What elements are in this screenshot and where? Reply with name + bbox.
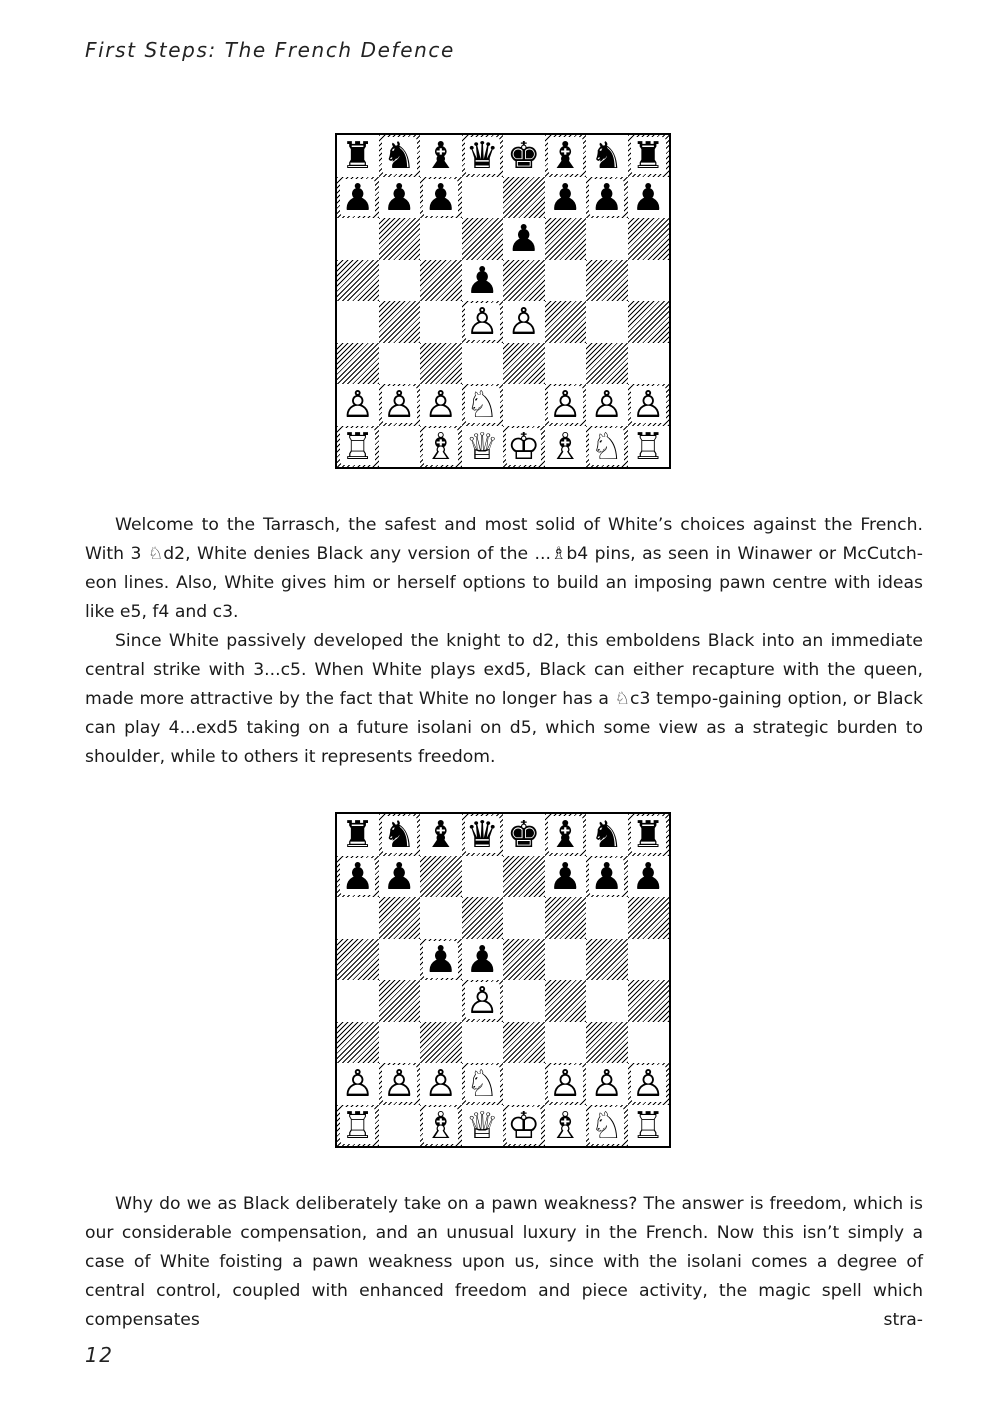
board-square bbox=[337, 218, 379, 260]
board-square bbox=[337, 260, 379, 302]
board-square bbox=[379, 260, 421, 302]
board-square bbox=[337, 1022, 379, 1064]
black-bishop-icon: ♝ bbox=[548, 814, 582, 856]
white-pawn-icon: ♙ bbox=[382, 384, 416, 426]
black-pawn-icon: ♟ bbox=[424, 176, 458, 218]
board-square bbox=[379, 897, 421, 939]
board-square bbox=[628, 1105, 670, 1147]
white-bishop-icon: ♗ bbox=[424, 1104, 458, 1146]
black-king-icon: ♚ bbox=[507, 814, 541, 856]
board-square bbox=[420, 218, 462, 260]
white-pawn-icon: ♙ bbox=[382, 1063, 416, 1105]
white-rook-icon: ♖ bbox=[631, 1104, 665, 1146]
white-queen-icon: ♕ bbox=[465, 1104, 499, 1146]
board-square bbox=[462, 980, 504, 1022]
board-square bbox=[420, 814, 462, 856]
white-rook-icon: ♖ bbox=[341, 425, 375, 467]
board-square bbox=[462, 218, 504, 260]
board-square bbox=[379, 980, 421, 1022]
board-square bbox=[337, 980, 379, 1022]
board-square bbox=[628, 980, 670, 1022]
body-text-1 bbox=[85, 511, 923, 772]
chess-diagram-1 bbox=[335, 133, 671, 469]
chess-diagram-2 bbox=[335, 812, 671, 1148]
black-pawn-icon: ♟ bbox=[341, 855, 375, 897]
board-square bbox=[337, 426, 379, 468]
white-pawn-icon: ♙ bbox=[548, 1063, 582, 1105]
board-square bbox=[462, 301, 504, 343]
board-square bbox=[503, 426, 545, 468]
board-square bbox=[503, 1022, 545, 1064]
black-bishop-icon: ♝ bbox=[548, 135, 582, 177]
white-pawn-icon: ♙ bbox=[590, 384, 624, 426]
white-rook-icon: ♖ bbox=[631, 425, 665, 467]
board-square bbox=[628, 135, 670, 177]
board-square bbox=[503, 897, 545, 939]
paragraph: Since White passively developed the knight to d2, this emboldens Black into an immediate central strike with 3...c5. When White plays exd5, Black can either recapture with the queen, made more attractive by the fact that White no longer has a ♘c3 tempo-gaining option, or Black can play 4...exd5 taking on a future isolani on d5, which some view as a strategic burden to shoulder, while to others it represents freedom. bbox=[85, 631, 923, 767]
board-square bbox=[545, 1105, 587, 1147]
board-square bbox=[462, 856, 504, 898]
board-square bbox=[462, 939, 504, 981]
black-pawn-icon: ♟ bbox=[631, 855, 665, 897]
black-rook-icon: ♜ bbox=[341, 814, 375, 856]
black-pawn-icon: ♟ bbox=[590, 855, 624, 897]
board-square bbox=[503, 384, 545, 426]
board-square bbox=[545, 897, 587, 939]
board-square bbox=[420, 426, 462, 468]
board-square bbox=[545, 856, 587, 898]
board-square bbox=[545, 260, 587, 302]
black-pawn-icon: ♟ bbox=[382, 855, 416, 897]
board-square bbox=[337, 177, 379, 219]
board-square bbox=[545, 343, 587, 385]
black-knight-icon: ♞ bbox=[382, 135, 416, 177]
board-square bbox=[503, 1105, 545, 1147]
black-queen-icon: ♛ bbox=[465, 814, 499, 856]
board-square bbox=[462, 1105, 504, 1147]
page-number: 12 bbox=[85, 1343, 114, 1367]
board-square bbox=[628, 260, 670, 302]
black-pawn-icon: ♟ bbox=[465, 259, 499, 301]
board-square bbox=[337, 1063, 379, 1105]
board-square bbox=[503, 301, 545, 343]
board-square bbox=[420, 260, 462, 302]
board-square bbox=[337, 856, 379, 898]
board-square bbox=[462, 260, 504, 302]
white-bishop-icon: ♗ bbox=[424, 425, 458, 467]
board-square bbox=[462, 1022, 504, 1064]
board-square bbox=[586, 1105, 628, 1147]
board-square bbox=[628, 426, 670, 468]
paragraph: Welcome to the Tarrasch, the safest and most solid of White’s choices against the French. With 3 ♘d2, White denies Black any version of the ...♗b4 pins, as seen in Winawer or McCutcheon lines. Also, White gives him or herself options to build an imposing pawn centre with ideas like e5, f4 and c3. bbox=[85, 515, 923, 622]
board-square bbox=[462, 343, 504, 385]
board-square bbox=[628, 939, 670, 981]
board-square bbox=[503, 260, 545, 302]
white-bishop-icon: ♗ bbox=[548, 425, 582, 467]
black-rook-icon: ♜ bbox=[341, 135, 375, 177]
black-pawn-icon: ♟ bbox=[424, 938, 458, 980]
board-square bbox=[503, 135, 545, 177]
white-king-icon: ♔ bbox=[507, 425, 541, 467]
board-square bbox=[337, 897, 379, 939]
white-pawn-icon: ♙ bbox=[465, 301, 499, 343]
black-knight-icon: ♞ bbox=[590, 135, 624, 177]
black-knight-icon: ♞ bbox=[590, 814, 624, 856]
board-square bbox=[628, 301, 670, 343]
black-bishop-icon: ♝ bbox=[424, 135, 458, 177]
board-square bbox=[586, 426, 628, 468]
board-square bbox=[503, 856, 545, 898]
board-square bbox=[545, 218, 587, 260]
board-square bbox=[420, 384, 462, 426]
board-square bbox=[379, 426, 421, 468]
board-square bbox=[586, 301, 628, 343]
board-square bbox=[420, 939, 462, 981]
white-pawn-icon: ♙ bbox=[341, 384, 375, 426]
board-square bbox=[420, 897, 462, 939]
board-square bbox=[503, 1063, 545, 1105]
board-square bbox=[379, 814, 421, 856]
board-square bbox=[337, 301, 379, 343]
board-square bbox=[462, 177, 504, 219]
board-square bbox=[628, 177, 670, 219]
black-pawn-icon: ♟ bbox=[465, 938, 499, 980]
board-square bbox=[586, 260, 628, 302]
board-square bbox=[503, 343, 545, 385]
board-square bbox=[503, 177, 545, 219]
board-square bbox=[628, 856, 670, 898]
board-square bbox=[420, 1105, 462, 1147]
white-rook-icon: ♖ bbox=[341, 1104, 375, 1146]
board-square bbox=[586, 218, 628, 260]
board-square bbox=[379, 343, 421, 385]
white-pawn-icon: ♙ bbox=[465, 980, 499, 1022]
board-square bbox=[545, 814, 587, 856]
board-square bbox=[337, 814, 379, 856]
black-pawn-icon: ♟ bbox=[548, 855, 582, 897]
white-knight-icon: ♘ bbox=[465, 1063, 499, 1105]
board-square bbox=[462, 135, 504, 177]
board-square bbox=[337, 1105, 379, 1147]
black-rook-icon: ♜ bbox=[631, 135, 665, 177]
board-square bbox=[586, 939, 628, 981]
white-knight-icon: ♘ bbox=[590, 425, 624, 467]
board-square bbox=[586, 1022, 628, 1064]
board-square bbox=[628, 218, 670, 260]
black-knight-icon: ♞ bbox=[382, 814, 416, 856]
board-square bbox=[545, 1063, 587, 1105]
board-square bbox=[379, 384, 421, 426]
board-square bbox=[545, 939, 587, 981]
white-pawn-icon: ♙ bbox=[341, 1063, 375, 1105]
paragraph: Why do we as Black deliberately take on a pawn weakness? The answer is freedom, which is our considerable compensation, and an unusual luxury in the French. Now this isn’t simply a case of White foisting a pawn weakness upon us, since with the isolani comes a degree of central control, coupled with enhanced freedom and piece activity, the magic spell which compensates stra- bbox=[85, 1194, 923, 1330]
board-square bbox=[337, 384, 379, 426]
board-square bbox=[586, 1063, 628, 1105]
white-knight-icon: ♘ bbox=[590, 1104, 624, 1146]
board-square bbox=[628, 814, 670, 856]
board-square bbox=[420, 177, 462, 219]
board-square bbox=[337, 939, 379, 981]
black-pawn-icon: ♟ bbox=[548, 176, 582, 218]
white-pawn-icon: ♙ bbox=[424, 384, 458, 426]
board-square bbox=[379, 177, 421, 219]
board-square bbox=[545, 135, 587, 177]
white-pawn-icon: ♙ bbox=[507, 301, 541, 343]
body-text-2 bbox=[85, 1190, 923, 1335]
black-pawn-icon: ♟ bbox=[507, 218, 541, 260]
black-rook-icon: ♜ bbox=[631, 814, 665, 856]
board-square bbox=[628, 897, 670, 939]
board-square bbox=[420, 135, 462, 177]
board-square bbox=[503, 814, 545, 856]
board-square bbox=[586, 135, 628, 177]
white-pawn-icon: ♙ bbox=[424, 1063, 458, 1105]
board-square bbox=[586, 856, 628, 898]
board-square bbox=[503, 218, 545, 260]
board-square bbox=[420, 856, 462, 898]
board-square bbox=[337, 135, 379, 177]
board-square bbox=[628, 1022, 670, 1064]
board-square bbox=[462, 426, 504, 468]
board-square bbox=[503, 980, 545, 1022]
board-square bbox=[379, 1063, 421, 1105]
board-square bbox=[545, 980, 587, 1022]
board-square bbox=[462, 384, 504, 426]
board-square bbox=[462, 814, 504, 856]
board-square bbox=[462, 1063, 504, 1105]
board-square bbox=[337, 343, 379, 385]
black-pawn-icon: ♟ bbox=[382, 176, 416, 218]
board-square bbox=[586, 343, 628, 385]
black-pawn-icon: ♟ bbox=[590, 176, 624, 218]
white-pawn-icon: ♙ bbox=[548, 384, 582, 426]
black-bishop-icon: ♝ bbox=[424, 814, 458, 856]
board-square bbox=[545, 301, 587, 343]
board-square bbox=[545, 177, 587, 219]
black-queen-icon: ♛ bbox=[465, 135, 499, 177]
board-square bbox=[420, 1063, 462, 1105]
board-square bbox=[503, 939, 545, 981]
board-square bbox=[545, 426, 587, 468]
board-square bbox=[586, 177, 628, 219]
board-square bbox=[379, 1105, 421, 1147]
board-square bbox=[420, 980, 462, 1022]
running-header: First Steps: The French Defence bbox=[85, 38, 455, 62]
board-square bbox=[586, 814, 628, 856]
board-square bbox=[586, 980, 628, 1022]
black-pawn-icon: ♟ bbox=[341, 176, 375, 218]
board-square bbox=[379, 301, 421, 343]
white-pawn-icon: ♙ bbox=[631, 384, 665, 426]
white-king-icon: ♔ bbox=[507, 1104, 541, 1146]
board-square bbox=[462, 897, 504, 939]
board-square bbox=[379, 939, 421, 981]
board-square bbox=[379, 218, 421, 260]
white-pawn-icon: ♙ bbox=[631, 1063, 665, 1105]
board-square bbox=[420, 343, 462, 385]
black-king-icon: ♚ bbox=[507, 135, 541, 177]
board-square bbox=[379, 856, 421, 898]
white-knight-icon: ♘ bbox=[465, 384, 499, 426]
board-square bbox=[628, 384, 670, 426]
white-bishop-icon: ♗ bbox=[548, 1104, 582, 1146]
board-square bbox=[545, 1022, 587, 1064]
board-square bbox=[420, 301, 462, 343]
white-pawn-icon: ♙ bbox=[590, 1063, 624, 1105]
board-square bbox=[628, 343, 670, 385]
white-queen-icon: ♕ bbox=[465, 425, 499, 467]
board-square bbox=[586, 384, 628, 426]
board-square bbox=[628, 1063, 670, 1105]
board-square bbox=[379, 1022, 421, 1064]
board-square bbox=[420, 1022, 462, 1064]
board-square bbox=[379, 135, 421, 177]
board-square bbox=[586, 897, 628, 939]
board-square bbox=[545, 384, 587, 426]
black-pawn-icon: ♟ bbox=[631, 176, 665, 218]
